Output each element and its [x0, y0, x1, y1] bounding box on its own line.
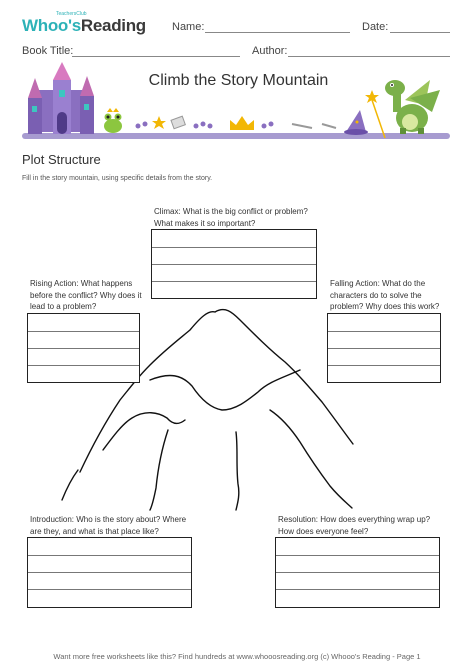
- rising-action-answer-box[interactable]: [27, 313, 140, 383]
- introduction-prompt: [30, 514, 186, 537]
- introduction-prompt-line1: Introduction: Who is the story about? Where: [30, 515, 187, 524]
- falling-action-prompt-line2: characters do to solve the: [330, 290, 422, 300]
- name-label: Name:: [172, 21, 205, 33]
- resolution-answer-box[interactable]: [275, 537, 440, 608]
- climax-prompt-line1: Climax: What is the big conflict or problem?: [154, 207, 308, 216]
- climax-answer-box[interactable]: [151, 229, 317, 299]
- section-title: Plot Structure: [22, 152, 101, 167]
- resolution-prompt-line2: How does everyone feel?: [278, 526, 369, 536]
- falling-action-prompt-line3: problem? Why does this work?: [330, 302, 440, 311]
- resolution-prompt-line1: Resolution: How does everything wrap up?: [278, 515, 431, 524]
- footer-text: Want more free worksheets like this? Find hundreds at www.whooosreading.org (c) Whooo's Reading - Page 1: [53, 652, 421, 661]
- author-label: Author:: [252, 45, 288, 57]
- climax-prompt: [154, 206, 308, 229]
- rising-action-prompt-line2: before the conflict? Why does it: [30, 290, 142, 300]
- brand-logo-part1: Whoo's: [22, 16, 81, 35]
- falling-action-prompt: [330, 278, 439, 313]
- date-label: Date:: [362, 21, 389, 33]
- rising-action-prompt: [30, 278, 142, 313]
- resolution-prompt: [278, 514, 430, 537]
- rising-action-prompt-line1: Rising Action: What happens: [30, 279, 133, 288]
- brand-tag: TeachersClub: [56, 11, 87, 17]
- rising-action-prompt-line3: lead to a problem?: [30, 302, 97, 311]
- falling-action-prompt-line1: Falling Action: What do the: [330, 279, 426, 288]
- climax-prompt-line2: What makes it so important?: [154, 218, 256, 228]
- falling-action-answer-box[interactable]: [327, 313, 441, 383]
- instructions: Fill in the story mountain, using specific details from the story.: [22, 175, 213, 182]
- introduction-answer-box[interactable]: [27, 537, 192, 608]
- banner-title: Climb the Story Mountain: [148, 72, 329, 89]
- brand-logo-part2: Reading: [80, 16, 146, 35]
- introduction-prompt-line2: are they, and what is that place like?: [30, 526, 159, 536]
- book-title-label: Book Title:: [22, 45, 74, 57]
